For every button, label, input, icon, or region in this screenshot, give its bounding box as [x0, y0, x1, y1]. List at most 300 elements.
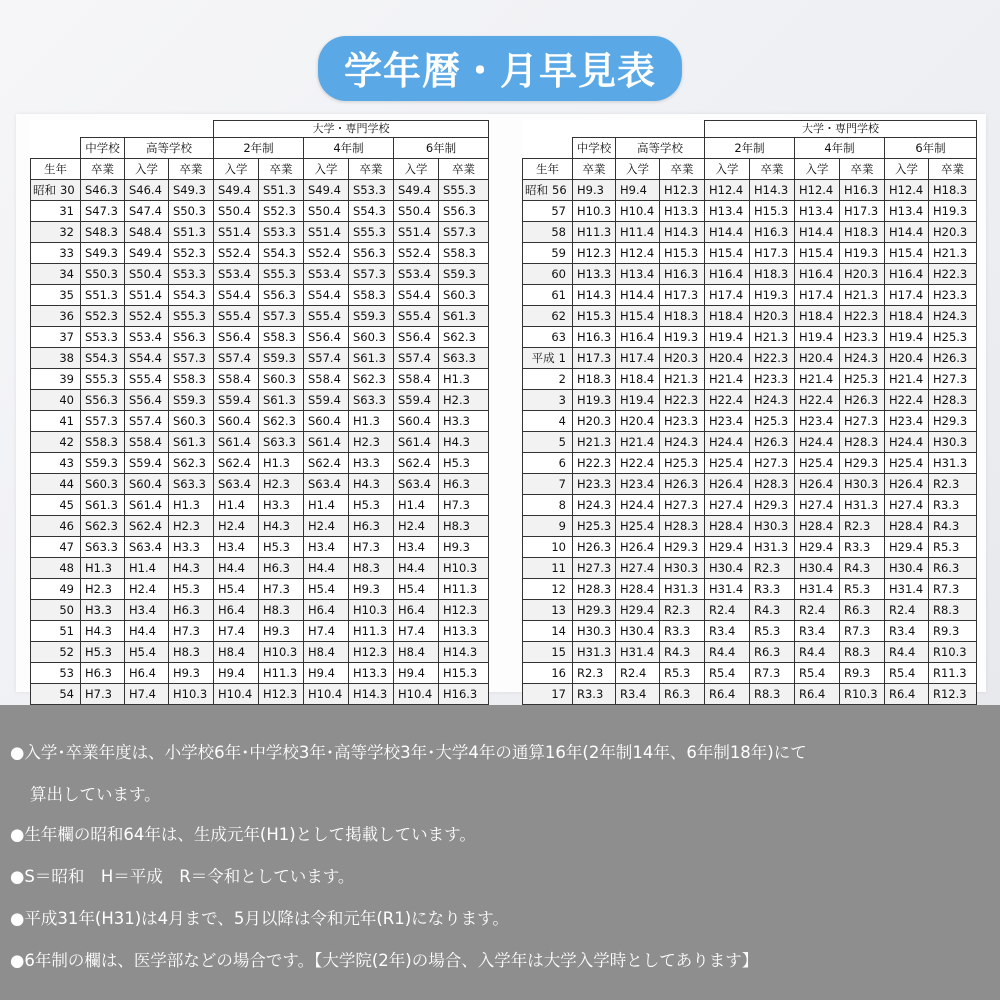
date-cell: H24.4	[885, 432, 929, 453]
date-cell: H11.3	[573, 222, 616, 243]
date-cell: S52.3	[259, 201, 304, 222]
date-cell: H13.3	[349, 663, 394, 684]
date-cell: H24.4	[705, 432, 750, 453]
date-cell: R5.4	[885, 663, 929, 684]
grad-header: 卒業	[840, 159, 885, 180]
year-number: 12	[551, 582, 566, 596]
date-cell: H9.4	[616, 180, 660, 201]
birth-year-cell	[523, 537, 573, 558]
date-cell: H21.3	[750, 327, 795, 348]
date-cell: S63.4	[214, 474, 259, 495]
year-number: 49	[59, 582, 74, 596]
high-school-header: 高等学校	[125, 138, 214, 159]
date-cell: S54.4	[125, 348, 169, 369]
date-cell: H15.4	[616, 306, 660, 327]
table-row	[523, 516, 977, 537]
date-cell: H14.4	[705, 222, 750, 243]
era-label: 平成	[531, 351, 555, 365]
date-cell: H25.3	[573, 516, 616, 537]
four-year-header: 4年制	[795, 138, 885, 159]
date-cell: H23.3	[660, 411, 705, 432]
year-number: 44	[59, 477, 74, 491]
date-cell: S61.3	[169, 432, 214, 453]
date-cell: H9.3	[259, 621, 304, 642]
date-cell: H8.4	[394, 642, 439, 663]
date-cell: H8.4	[304, 642, 349, 663]
date-cell: H13.4	[885, 201, 929, 222]
date-cell: H7.4	[125, 684, 169, 705]
birth-year-cell	[523, 285, 573, 306]
date-cell: S57.3	[439, 222, 489, 243]
date-cell: H12.3	[439, 600, 489, 621]
table-row	[523, 369, 977, 390]
date-cell: H30.3	[573, 621, 616, 642]
birth-year-cell	[523, 306, 573, 327]
birth-year-cell	[31, 684, 81, 705]
two-year-header: 2年制	[214, 138, 304, 159]
date-cell: H21.4	[885, 369, 929, 390]
birth-year-cell	[523, 474, 573, 495]
date-cell: H5.4	[394, 579, 439, 600]
date-cell: H28.3	[840, 432, 885, 453]
date-cell: H31.3	[750, 537, 795, 558]
date-cell: H15.4	[795, 243, 840, 264]
date-cell: S59.3	[81, 453, 125, 474]
date-cell: S59.3	[169, 390, 214, 411]
date-cell: S63.4	[304, 474, 349, 495]
birth-year-cell	[31, 579, 81, 600]
table-row	[523, 180, 977, 201]
date-cell: H8.3	[259, 600, 304, 621]
date-cell: H31.4	[616, 642, 660, 663]
birth-year-cell	[31, 180, 81, 201]
birth-year-cell	[523, 558, 573, 579]
date-cell: H28.3	[929, 390, 977, 411]
date-cell: H22.3	[573, 453, 616, 474]
note-line: ●6年制の欄は、医学部などの場合です。【大学院(2年)の場合、入学年は大学入学時としてあります】	[10, 951, 759, 970]
date-cell: H12.3	[573, 243, 616, 264]
date-cell: H7.3	[439, 495, 489, 516]
date-cell: R6.4	[885, 684, 929, 705]
date-cell: S59.4	[394, 390, 439, 411]
date-cell: S48.3	[81, 222, 125, 243]
date-cell: S58.3	[259, 327, 304, 348]
date-cell: R9.3	[840, 663, 885, 684]
date-cell: H14.3	[750, 180, 795, 201]
date-cell: H30.3	[750, 516, 795, 537]
date-cell: H29.4	[795, 537, 840, 558]
date-cell: R6.3	[750, 642, 795, 663]
date-cell: H3.3	[259, 495, 304, 516]
date-cell: H18.4	[795, 306, 840, 327]
date-cell: S62.3	[169, 453, 214, 474]
table-row	[31, 558, 489, 579]
date-cell: S61.4	[304, 432, 349, 453]
year-number: 41	[59, 414, 74, 428]
date-cell: H1.3	[349, 411, 394, 432]
date-cell: H1.3	[169, 495, 214, 516]
date-cell: S51.3	[169, 222, 214, 243]
birth-year-cell	[523, 600, 573, 621]
date-cell: H6.3	[169, 600, 214, 621]
date-cell: H9.3	[573, 180, 616, 201]
date-cell: H3.3	[81, 600, 125, 621]
table-row	[31, 180, 489, 201]
date-cell: H8.4	[214, 642, 259, 663]
date-cell: H31.3	[929, 453, 977, 474]
date-cell: S59.3	[349, 306, 394, 327]
date-cell: H10.4	[394, 684, 439, 705]
date-cell: S51.3	[259, 180, 304, 201]
birth-year-cell	[523, 579, 573, 600]
grad-header: 卒業	[660, 159, 705, 180]
date-cell: H25.3	[660, 453, 705, 474]
table-row	[523, 327, 977, 348]
date-cell: H16.3	[750, 222, 795, 243]
date-cell: S46.3	[81, 180, 125, 201]
date-cell: S58.3	[169, 369, 214, 390]
date-cell: S53.4	[214, 264, 259, 285]
date-cell: H20.3	[750, 306, 795, 327]
date-cell: H1.4	[304, 495, 349, 516]
table-row	[523, 474, 977, 495]
date-cell: H3.3	[169, 537, 214, 558]
date-cell: S61.4	[394, 432, 439, 453]
table-row	[523, 537, 977, 558]
date-cell: R8.3	[840, 642, 885, 663]
date-cell: S60.3	[169, 411, 214, 432]
date-cell: H2.4	[394, 516, 439, 537]
date-cell: H3.3	[349, 453, 394, 474]
date-cell: S54.4	[214, 285, 259, 306]
birth-year-cell	[31, 327, 81, 348]
date-cell: H26.4	[705, 474, 750, 495]
date-cell: H2.4	[304, 516, 349, 537]
date-cell: H7.3	[81, 684, 125, 705]
date-cell: S60.3	[349, 327, 394, 348]
date-cell: H2.3	[259, 474, 304, 495]
date-cell: H26.4	[885, 474, 929, 495]
date-cell: H20.3	[573, 411, 616, 432]
right-table-body	[523, 180, 977, 726]
year-number: 43	[59, 456, 74, 470]
date-cell: H20.4	[616, 411, 660, 432]
date-cell: H29.3	[929, 411, 977, 432]
date-cell: H30.3	[929, 432, 977, 453]
date-cell: H27.3	[840, 411, 885, 432]
date-cell: H29.4	[705, 537, 750, 558]
birth-year-cell	[523, 369, 573, 390]
date-cell: H13.4	[705, 201, 750, 222]
date-cell: H21.4	[616, 432, 660, 453]
date-cell: S63.4	[125, 537, 169, 558]
enter-header: 入学	[616, 159, 660, 180]
birth-year-cell	[523, 348, 573, 369]
date-cell: R6.3	[840, 600, 885, 621]
date-cell: H14.4	[885, 222, 929, 243]
date-cell: R5.3	[660, 663, 705, 684]
birth-year-cell	[31, 663, 81, 684]
date-cell: R3.3	[840, 537, 885, 558]
date-cell: H23.4	[795, 411, 840, 432]
date-cell: R3.3	[750, 579, 795, 600]
date-cell: H31.4	[885, 579, 929, 600]
enter-header: 入学	[705, 159, 750, 180]
year-number: 51	[59, 624, 74, 638]
date-cell: R2.3	[573, 663, 616, 684]
enter-header: 入学	[885, 159, 929, 180]
date-cell: H26.3	[750, 432, 795, 453]
date-cell: H9.4	[394, 663, 439, 684]
date-cell: H14.4	[795, 222, 840, 243]
date-cell: S56.3	[169, 327, 214, 348]
year-number: 38	[59, 351, 74, 365]
date-cell: H11.3	[439, 579, 489, 600]
date-cell: H17.3	[573, 348, 616, 369]
date-cell: H20.3	[840, 264, 885, 285]
date-cell: H28.4	[885, 516, 929, 537]
birth-year-cell	[523, 222, 573, 243]
date-cell: R3.3	[660, 621, 705, 642]
date-cell: H12.3	[259, 684, 304, 705]
date-cell: R6.4	[705, 684, 750, 705]
enter-header: 入学	[304, 159, 349, 180]
date-cell: S55.3	[259, 264, 304, 285]
date-cell: H12.3	[349, 642, 394, 663]
grad-header: 卒業	[750, 159, 795, 180]
year-number: 9	[558, 519, 566, 533]
date-cell: S52.4	[125, 306, 169, 327]
birth-year-cell	[523, 621, 573, 642]
date-cell: H12.4	[795, 180, 840, 201]
table-row	[523, 558, 977, 579]
date-cell: S62.3	[259, 411, 304, 432]
year-number: 10	[551, 540, 566, 554]
date-cell: R8.3	[750, 684, 795, 705]
date-cell: S49.4	[394, 180, 439, 201]
date-cell: H17.4	[885, 285, 929, 306]
year-number: 61	[551, 288, 566, 302]
date-cell: H25.4	[616, 516, 660, 537]
date-cell: H28.4	[705, 516, 750, 537]
date-cell: S52.3	[169, 243, 214, 264]
date-cell: S56.3	[81, 390, 125, 411]
date-cell: H13.3	[439, 621, 489, 642]
date-cell: S49.4	[214, 180, 259, 201]
date-cell: S51.4	[304, 222, 349, 243]
date-cell: S60.3	[259, 369, 304, 390]
date-cell: H17.4	[616, 348, 660, 369]
date-cell: H16.4	[795, 264, 840, 285]
date-cell: H30.4	[885, 558, 929, 579]
date-cell: H2.3	[349, 432, 394, 453]
date-cell: H17.3	[660, 285, 705, 306]
grad-header: 卒業	[439, 159, 489, 180]
year-number: 59	[551, 246, 566, 260]
date-cell: S53.3	[349, 180, 394, 201]
date-cell: H20.3	[660, 348, 705, 369]
date-cell: S56.3	[349, 243, 394, 264]
date-cell: H4.4	[394, 558, 439, 579]
date-cell: H16.4	[705, 264, 750, 285]
note-line: ●平成31年(H31)は4月まで、5月以降は令和元年(R1)になります。	[10, 909, 509, 928]
date-cell: H4.4	[125, 621, 169, 642]
date-cell: H1.3	[259, 453, 304, 474]
date-cell: H9.3	[439, 537, 489, 558]
birth-year-cell	[31, 642, 81, 663]
date-cell: S58.4	[394, 369, 439, 390]
year-number: 45	[59, 498, 74, 512]
date-cell: S63.3	[81, 537, 125, 558]
date-cell: H9.3	[349, 579, 394, 600]
table-row	[523, 432, 977, 453]
date-cell: H23.3	[573, 474, 616, 495]
date-cell: H31.3	[573, 642, 616, 663]
date-cell: H4.3	[169, 558, 214, 579]
table-row	[31, 306, 489, 327]
date-cell: S57.4	[394, 348, 439, 369]
notes-panel	[0, 705, 1000, 1000]
date-cell: H6.4	[214, 600, 259, 621]
date-cell: H17.3	[750, 243, 795, 264]
date-cell: H12.4	[885, 180, 929, 201]
date-cell: R4.3	[750, 600, 795, 621]
date-cell: S57.4	[214, 348, 259, 369]
date-cell: H31.4	[795, 579, 840, 600]
date-cell: R3.4	[705, 621, 750, 642]
year-number: 50	[59, 603, 74, 617]
date-cell: H29.3	[750, 495, 795, 516]
table-row	[31, 453, 489, 474]
table-row	[523, 579, 977, 600]
date-cell: R2.3	[750, 558, 795, 579]
birth-year-cell	[31, 222, 81, 243]
date-cell: H14.3	[573, 285, 616, 306]
year-number: 1	[558, 351, 566, 365]
date-cell: H21.3	[840, 285, 885, 306]
date-cell: H27.3	[573, 558, 616, 579]
date-cell: H19.4	[795, 327, 840, 348]
date-cell: H26.3	[660, 474, 705, 495]
date-cell: H17.3	[840, 201, 885, 222]
date-cell: H4.4	[304, 558, 349, 579]
date-cell: H7.4	[304, 621, 349, 642]
date-cell: H10.4	[214, 684, 259, 705]
table-row	[31, 600, 489, 621]
table-row	[31, 474, 489, 495]
date-cell: H23.3	[750, 369, 795, 390]
birth-year-cell	[523, 495, 573, 516]
table-row	[523, 201, 977, 222]
year-number: 17	[551, 687, 566, 701]
date-cell: H23.4	[705, 411, 750, 432]
table-row	[31, 222, 489, 243]
date-cell: S63.3	[439, 348, 489, 369]
birth-year-cell	[31, 201, 81, 222]
date-cell: H26.4	[616, 537, 660, 558]
year-number: 57	[551, 204, 566, 218]
date-cell: H16.3	[840, 180, 885, 201]
middle-school-header: 中学校	[573, 138, 616, 159]
note-line: 算出しています。	[30, 785, 161, 804]
date-cell: S63.3	[259, 432, 304, 453]
date-cell: S54.4	[394, 285, 439, 306]
birth-year-cell	[523, 327, 573, 348]
date-cell: H23.4	[885, 411, 929, 432]
date-cell: S60.3	[81, 474, 125, 495]
date-cell: S58.3	[439, 243, 489, 264]
date-cell: R3.3	[573, 684, 616, 705]
table-row	[31, 495, 489, 516]
date-cell: S46.4	[125, 180, 169, 201]
date-cell: S51.3	[81, 285, 125, 306]
table-row	[523, 663, 977, 684]
date-cell: H16.3	[660, 264, 705, 285]
date-cell: H9.4	[214, 663, 259, 684]
year-number: 16	[551, 666, 566, 680]
date-cell: S54.3	[81, 348, 125, 369]
date-cell: S47.4	[125, 201, 169, 222]
date-cell: R7.3	[929, 579, 977, 600]
date-cell: S55.4	[214, 306, 259, 327]
table-row	[31, 579, 489, 600]
date-cell: H22.3	[929, 264, 977, 285]
date-cell: S55.3	[439, 180, 489, 201]
date-cell: H14.3	[439, 642, 489, 663]
date-cell: S48.4	[125, 222, 169, 243]
year-number: 39	[59, 372, 74, 386]
year-number: 7	[558, 477, 566, 491]
date-cell: H15.3	[660, 243, 705, 264]
date-cell: H15.3	[573, 306, 616, 327]
year-number: 37	[59, 330, 74, 344]
date-cell: H30.4	[616, 621, 660, 642]
birth-year-cell	[523, 264, 573, 285]
date-cell: S56.4	[304, 327, 349, 348]
birth-year-cell	[31, 474, 81, 495]
date-cell: R11.3	[929, 663, 977, 684]
year-number: 32	[59, 225, 74, 239]
four-year-header: 4年制	[304, 138, 394, 159]
date-cell: H2.4	[214, 516, 259, 537]
date-cell: H1.3	[81, 558, 125, 579]
date-cell: S49.3	[81, 243, 125, 264]
date-cell: S58.4	[214, 369, 259, 390]
date-cell: H10.3	[573, 201, 616, 222]
date-cell: S60.3	[439, 285, 489, 306]
date-cell: H2.3	[81, 579, 125, 600]
date-cell: H22.3	[750, 348, 795, 369]
date-cell: S47.3	[81, 201, 125, 222]
grad-header: 卒業	[259, 159, 304, 180]
year-number: 13	[551, 603, 566, 617]
date-cell: H7.4	[394, 621, 439, 642]
date-cell: H25.4	[885, 453, 929, 474]
date-cell: H25.3	[840, 369, 885, 390]
year-number: 47	[59, 540, 74, 554]
year-number: 34	[59, 267, 74, 281]
birth-year-cell	[31, 243, 81, 264]
date-cell: S60.4	[394, 411, 439, 432]
date-cell: H16.3	[573, 327, 616, 348]
year-number: 62	[551, 309, 566, 323]
table-row	[523, 642, 977, 663]
date-cell: H1.3	[439, 369, 489, 390]
date-cell: H17.4	[705, 285, 750, 306]
date-cell: H5.3	[81, 642, 125, 663]
date-cell: S55.3	[169, 306, 214, 327]
date-cell: H28.3	[573, 579, 616, 600]
